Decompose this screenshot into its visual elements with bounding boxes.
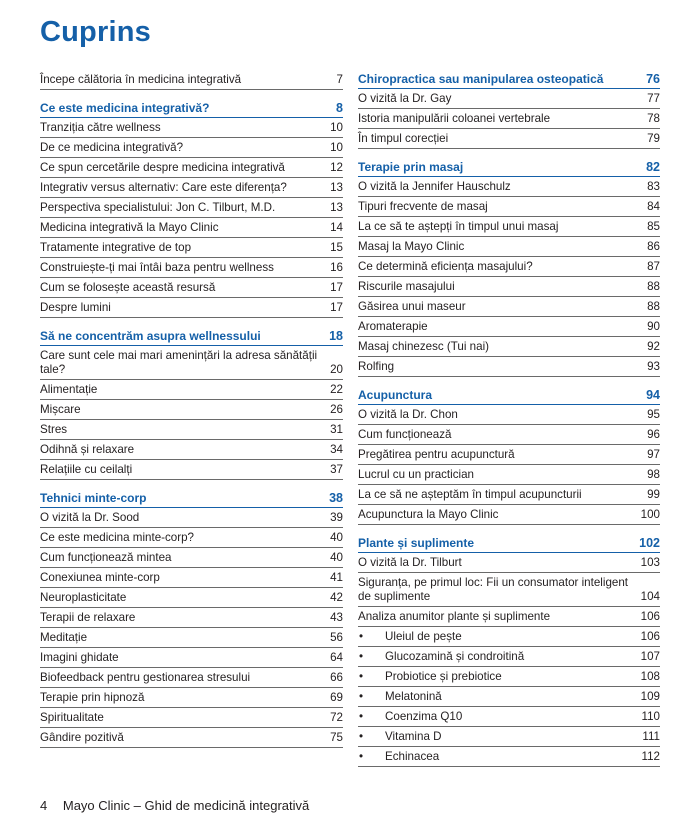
toc-entry-title: În timpul corecției <box>358 132 449 145</box>
toc-entry-page: 106 <box>640 630 660 643</box>
toc-entry-title: Tranziția către wellness <box>40 121 161 134</box>
toc-entry-page: 92 <box>647 340 660 353</box>
toc-entry[interactable] <box>40 278 343 298</box>
toc-entry-page: 104 <box>640 590 660 603</box>
bullet-icon: • <box>359 650 364 663</box>
bullet-icon: • <box>359 730 364 743</box>
spacer <box>40 90 343 99</box>
toc-entry-page: 96 <box>647 428 660 441</box>
toc-entry-title: Istoria manipulării coloanei vertebrale <box>358 112 551 125</box>
toc-entry-page: 20 <box>330 363 343 376</box>
toc-entry-title: Medicina integrativă la Mayo Clinic <box>40 221 219 234</box>
toc-entry-title: Stres <box>40 423 68 436</box>
toc-entry[interactable] <box>358 505 660 525</box>
toc-entry[interactable] <box>40 238 343 258</box>
toc-entry-title: Siguranța, pe primul loc: Fii un consumator inteligent de suplimente <box>358 576 629 603</box>
toc-entry-page: 26 <box>330 403 343 416</box>
toc-entry-title: La ce să ne așteptăm în timpul acupuncturii <box>358 488 582 501</box>
toc-entry-title: Tipuri frecvente de masaj <box>358 200 488 213</box>
toc-entry-title: Masaj chinezesc (Tui nai) <box>358 340 490 353</box>
section-heading-title: Terapie prin masaj <box>358 160 464 174</box>
toc-entry-title: Meditație <box>40 631 88 644</box>
toc-entry-label: Uleiul de pește <box>385 630 462 643</box>
toc-entry[interactable] <box>40 400 343 420</box>
toc-entry-label: Glucozamină și condroitină <box>385 650 525 663</box>
toc-entry-page: 13 <box>330 181 343 194</box>
toc-entry-label: Vitamina D <box>385 730 442 743</box>
toc-entry-title: Analiza anumitor plante și suplimente <box>358 610 551 623</box>
toc-entry[interactable] <box>358 445 660 465</box>
section-heading[interactable] <box>358 70 660 89</box>
toc-entry-title: Începe călătoria în medicina integrativă <box>40 73 242 86</box>
toc-entry[interactable] <box>358 405 660 425</box>
toc-entry[interactable] <box>40 440 343 460</box>
toc-entry-page: 79 <box>647 132 660 145</box>
toc-entry-title: O vizită la Dr. Gay <box>358 92 452 105</box>
toc-entry-title: Ce este medicina minte-corp? <box>40 531 195 544</box>
toc-entry[interactable] <box>358 553 660 573</box>
toc-entry-page: 12 <box>330 161 343 174</box>
toc-entry[interactable] <box>40 528 343 548</box>
toc-entry-title: Despre lumini <box>40 301 111 314</box>
toc-entry-title: Rolfing <box>358 360 395 373</box>
toc-entry-page: 15 <box>330 241 343 254</box>
section-heading-title: Să ne concentrăm asupra wellnessului <box>40 329 261 343</box>
toc-entry-page: 7 <box>336 73 343 86</box>
toc-entry-title: Cum funcționează <box>358 428 452 441</box>
toc-entry[interactable] <box>40 138 343 158</box>
toc-entry-page: 107 <box>640 650 660 663</box>
toc-entry-label: Coenzima Q10 <box>385 710 463 723</box>
toc-entry[interactable] <box>358 257 660 277</box>
toc-entry[interactable] <box>40 298 343 318</box>
toc-entry-page: 97 <box>647 448 660 461</box>
page-title: Cuprins <box>40 16 151 48</box>
toc-entry[interactable] <box>358 573 660 607</box>
toc-entry-page: 103 <box>640 556 660 569</box>
toc-entry-page: 98 <box>647 468 660 481</box>
toc-entry-title: Lucrul cu un practician <box>358 468 474 481</box>
toc-entry-title: Masaj la Mayo Clinic <box>358 240 465 253</box>
toc-entry-title: Cum se folosește această resursă <box>40 281 216 294</box>
toc-entry[interactable] <box>358 337 660 357</box>
toc-entry-page: 110 <box>641 710 660 723</box>
toc-entry[interactable] <box>358 277 660 297</box>
toc-entry-page: 90 <box>647 320 660 333</box>
toc-entry-title: Relațiile cu ceilalți <box>40 463 133 476</box>
toc-entry-page: 111 <box>642 730 660 743</box>
section-heading[interactable] <box>40 489 343 508</box>
toc-entry-page: 88 <box>647 300 660 313</box>
toc-entry[interactable] <box>358 89 660 109</box>
toc-entry[interactable] <box>40 198 343 218</box>
toc-entry-title <box>358 650 641 664</box>
toc-entry[interactable] <box>40 628 343 648</box>
section-heading-page: 76 <box>646 72 660 86</box>
toc-entry-title: Ce spun cercetările despre medicina integrativă <box>40 161 285 174</box>
toc-entry[interactable] <box>358 465 660 485</box>
toc-entry[interactable] <box>358 687 660 707</box>
toc-entry-title: Tratamente integrative de top <box>40 241 192 254</box>
toc-left-column <box>40 70 343 748</box>
toc-entry-page: 43 <box>330 611 343 624</box>
toc-entry-page: 84 <box>647 200 660 213</box>
toc-entry-page: 22 <box>330 383 343 396</box>
toc-entry-label: Melatonină <box>385 690 442 703</box>
section-heading-title: Chiropractica sau manipularea osteopatică <box>358 72 604 86</box>
toc-entry-title: Terapii de relaxare <box>40 611 136 624</box>
toc-entry-page: 17 <box>330 281 343 294</box>
toc-entry-page: 108 <box>640 670 660 683</box>
toc-entry[interactable] <box>40 346 343 380</box>
bullet-icon: • <box>359 750 364 763</box>
section-heading[interactable] <box>358 158 660 177</box>
toc-entry-page: 16 <box>330 261 343 274</box>
toc-entry-page: 14 <box>330 221 343 234</box>
toc-entry[interactable] <box>40 688 343 708</box>
toc-entry[interactable] <box>40 158 343 178</box>
toc-entry-title: Gândire pozitivă <box>40 731 124 744</box>
toc-entry-page: 86 <box>647 240 660 253</box>
toc-entry-title: Conexiunea minte-corp <box>40 571 160 584</box>
toc-entry-title: Integrativ versus alternativ: Care este diferența? <box>40 181 287 194</box>
toc-entry-page: 72 <box>330 711 343 724</box>
toc-entry-page: 88 <box>647 280 660 293</box>
toc-entry[interactable] <box>40 508 343 528</box>
toc-entry[interactable] <box>358 129 660 149</box>
toc-entry[interactable] <box>358 707 660 727</box>
toc-entry-page: 42 <box>330 591 343 604</box>
toc-entry-title: Odihnă și relaxare <box>40 443 135 456</box>
toc-entry-title <box>358 750 642 764</box>
toc-entry[interactable] <box>358 627 660 647</box>
toc-entry[interactable] <box>40 118 343 138</box>
toc-right-sections <box>358 70 660 767</box>
toc-entry-page: 13 <box>330 201 343 214</box>
toc-entry-title: Perspectiva specialistului: Jon C. Tilburt, M.D. <box>40 201 276 214</box>
toc-entry-page: 83 <box>647 180 660 193</box>
toc-entry[interactable] <box>358 297 660 317</box>
section-heading-page: 94 <box>646 388 660 402</box>
bullet-icon: • <box>359 670 364 683</box>
toc-entry[interactable] <box>358 747 660 767</box>
section-heading-title: Acupunctura <box>358 388 433 402</box>
toc-entry-title: Aromaterapie <box>358 320 428 333</box>
toc-entry-page: 40 <box>330 551 343 564</box>
toc-entry-page: 109 <box>640 690 660 703</box>
toc-entry[interactable] <box>40 668 343 688</box>
toc-entry[interactable] <box>40 420 343 440</box>
toc-entry-page: 37 <box>330 463 343 476</box>
toc-entry-page: 99 <box>647 488 660 501</box>
toc-entry[interactable] <box>358 357 660 377</box>
section-heading[interactable] <box>40 99 343 118</box>
toc-entry-page: 40 <box>330 531 343 544</box>
toc-entry-page: 41 <box>330 571 343 584</box>
toc-entry[interactable] <box>358 109 660 129</box>
toc-entry-page: 69 <box>330 691 343 704</box>
toc-entry-intro[interactable] <box>40 70 343 90</box>
toc-entry[interactable] <box>40 380 343 400</box>
toc-entry-title: O vizită la Dr. Tilburt <box>358 556 462 569</box>
toc-entry-title: La ce să te aștepți în timpul unui masaj <box>358 220 559 233</box>
toc-entry[interactable] <box>40 568 343 588</box>
toc-entry-title: O vizită la Jennifer Hauschulz <box>358 180 511 193</box>
toc-entry[interactable] <box>358 667 660 687</box>
section-heading-page: 8 <box>336 101 343 115</box>
toc-entry[interactable] <box>40 708 343 728</box>
toc-entry-page: 10 <box>330 121 343 134</box>
toc-entry[interactable] <box>40 728 343 748</box>
toc-entry[interactable] <box>40 218 343 238</box>
toc-entry[interactable] <box>40 460 343 480</box>
toc-entry-page: 34 <box>330 443 343 456</box>
toc-entry-title: Acupunctura la Mayo Clinic <box>358 508 499 521</box>
toc-entry-title <box>358 690 641 704</box>
toc-entry-title: Alimentație <box>40 383 98 396</box>
toc-entry[interactable] <box>358 727 660 747</box>
toc-entry-page: 66 <box>330 671 343 684</box>
toc-entry-title <box>358 630 641 644</box>
page-footer <box>40 798 309 813</box>
bullet-icon: • <box>359 630 364 643</box>
toc-entry-title: Imagini ghidate <box>40 651 119 664</box>
toc-entry-label: Probiotice și prebiotice <box>385 670 502 683</box>
toc-entry-title: Mișcare <box>40 403 81 416</box>
toc-entry[interactable] <box>358 177 660 197</box>
section-heading-page: 18 <box>329 329 343 343</box>
toc-entry-page: 64 <box>330 651 343 664</box>
section-heading-page: 82 <box>646 160 660 174</box>
toc-entry-page: 10 <box>330 141 343 154</box>
toc-entry-title: Riscurile masajului <box>358 280 455 293</box>
toc-entry-page: 106 <box>640 610 660 623</box>
bullet-icon: • <box>359 710 364 723</box>
toc-entry-page: 112 <box>641 750 660 763</box>
section-heading[interactable] <box>358 534 660 553</box>
toc-entry-page: 87 <box>647 260 660 273</box>
toc-entry-page: 85 <box>647 220 660 233</box>
toc-entry[interactable] <box>358 317 660 337</box>
toc-entry-title: Ce determină eficiența masajului? <box>358 260 533 273</box>
section-heading-page: 38 <box>329 491 343 505</box>
toc-entry-page: 39 <box>330 511 343 524</box>
toc-entry-page: 17 <box>330 301 343 314</box>
toc-entry[interactable] <box>40 588 343 608</box>
toc-entry-title: Neuroplasticitate <box>40 591 127 604</box>
toc-entry[interactable] <box>40 608 343 628</box>
footer-page-number: 4 <box>40 798 48 813</box>
section-heading-title: Tehnici minte-corp <box>40 491 147 505</box>
toc-entry-title: Cum funcționează mintea <box>40 551 172 564</box>
toc-entry-page: 56 <box>330 631 343 644</box>
toc-entry-page: 95 <box>647 408 660 421</box>
section-heading-title: Plante și suplimente <box>358 536 475 550</box>
section-heading[interactable] <box>358 386 660 405</box>
toc-entry-title: Care sunt cele mai mari amenințări la adresa sănătății tale? <box>40 349 318 376</box>
toc-entry-title <box>358 730 642 744</box>
toc-entry-title: Găsirea unui maseur <box>358 300 466 313</box>
section-heading[interactable] <box>40 327 343 346</box>
toc-entry-title <box>358 670 641 684</box>
toc-entry[interactable] <box>358 647 660 667</box>
toc-entry[interactable] <box>358 197 660 217</box>
toc-entry[interactable] <box>40 548 343 568</box>
toc-entry-title: Pregătirea pentru acupunctură <box>358 448 515 461</box>
toc-entry-title: O vizită la Dr. Sood <box>40 511 140 524</box>
section-heading-title: Ce este medicina integrativă? <box>40 101 210 115</box>
toc-entry[interactable] <box>358 607 660 627</box>
toc-entry-title: Construiește-ți mai întâi baza pentru wellness <box>40 261 274 274</box>
bullet-icon: • <box>359 690 364 703</box>
toc-entry-page: 77 <box>647 92 660 105</box>
toc-entry-page: 100 <box>640 508 660 521</box>
toc-entry[interactable] <box>40 648 343 668</box>
toc-entry[interactable] <box>358 237 660 257</box>
toc-entry-title: De ce medicina integrativă? <box>40 141 184 154</box>
toc-entry-page: 93 <box>647 360 660 373</box>
toc-entry-label: Echinacea <box>385 750 440 763</box>
toc-entry-page: 31 <box>330 423 343 436</box>
toc-right-column <box>358 70 660 767</box>
toc-entry-title <box>358 710 642 724</box>
toc-entry[interactable] <box>40 178 343 198</box>
toc-entry[interactable] <box>358 217 660 237</box>
toc-entry-page: 75 <box>330 731 343 744</box>
toc-entry-title: O vizită la Dr. Chon <box>358 408 458 421</box>
toc-entry[interactable] <box>358 485 660 505</box>
section-heading-page: 102 <box>639 536 660 550</box>
toc-entry[interactable] <box>358 425 660 445</box>
toc-entry-title: Terapie prin hipnoză <box>40 691 145 704</box>
toc-entry-page: 78 <box>647 112 660 125</box>
toc-entry-title: Spiritualitate <box>40 711 104 724</box>
toc-left-sections <box>40 99 343 748</box>
toc-entry-title: Biofeedback pentru gestionarea stresului <box>40 671 251 684</box>
toc-entry[interactable] <box>40 258 343 278</box>
footer-book-title: Mayo Clinic – Ghid de medicină integrativă <box>62 798 310 813</box>
